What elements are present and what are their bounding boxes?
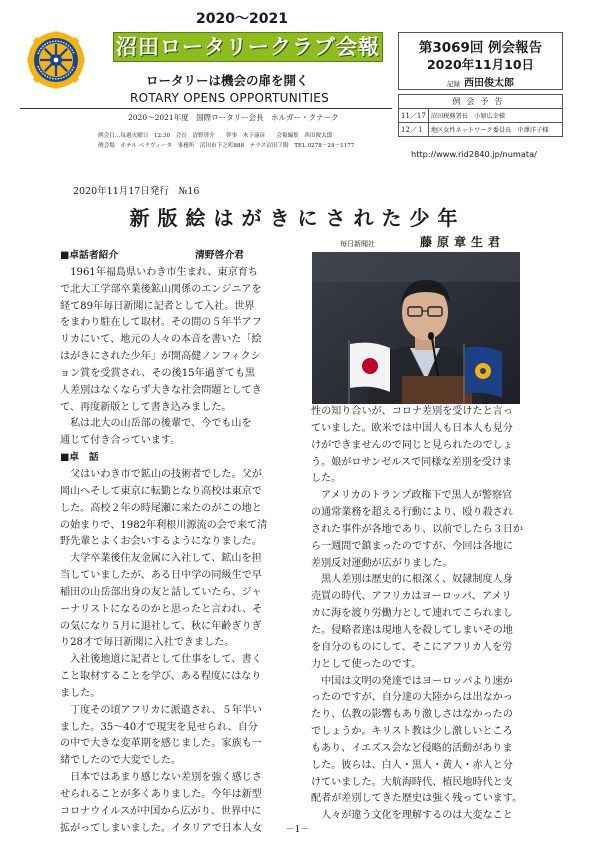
intro-heading: ■卓話者紹介 [60, 250, 119, 261]
text-line: 売買の時代、アフリカはヨーロッパ、アメリ [311, 591, 512, 603]
text-line: り28才で毎日新聞に入社できました。 [60, 637, 235, 649]
schedule-row [399, 109, 563, 123]
text-line: 岡山へそして東京に転勤となり高校は東京で [60, 485, 262, 497]
text-line: はがきにされた少年」が開高健ノンフィクシ [60, 351, 261, 363]
text-line: の始まりで、1982年利根川源流の会で来て清 [60, 519, 268, 531]
text-line: 力として使ったのです。 [311, 658, 422, 670]
text-line: 入社後地道に記者として仕事をして、書く [60, 654, 262, 666]
term-president-line: 2020～2021年度 国際ロータリー会長 ホルガー・クナーク [128, 113, 339, 122]
text-line: で北大工学部卒業後鉱山関係のエンジニアを [60, 283, 262, 295]
issue-number: №16 [178, 186, 200, 197]
text-line: こと取材することを学び、ある程度にはなり [60, 671, 262, 683]
text-line: けていました。大航海時代、植民地時代と支 [311, 776, 513, 788]
recorder-label: 記録 [447, 80, 460, 88]
text-line: ョン賞を受賞され、その後15年過ぎても黒 [60, 367, 256, 379]
issue-line [73, 183, 199, 197]
text-line: う。娘がロサンゼルスで同様な差別を受けま [311, 456, 513, 468]
text-line: 差別反対運動が広がりました。 [311, 557, 453, 569]
text-line: した。高校２年の時尾瀬に来たのがこの地と [60, 502, 262, 514]
text-line: コロナウイルスが中国から広がり、世界中に [60, 805, 262, 817]
schedule-row [399, 123, 563, 137]
text-line: 野先輩とよくお会いするようになりました。 [60, 536, 262, 548]
text-line: 拡がってしまいました。イタリアで日本人女 [60, 822, 263, 834]
talk-heading: ■卓 話 [60, 452, 99, 464]
text-line: した。 [311, 473, 342, 485]
text-line: て、再度新版として書き込みました。 [60, 401, 232, 413]
club-name-banner: 沼田ロータリークラブ会報 [113, 32, 383, 62]
text-line: 配者が差別してきた歴史は強く残っています。 [311, 793, 523, 805]
text-line: 中国は文明の発達ではヨーロッパより速か [311, 675, 513, 687]
text-line: 人差別はなくならず大きな社会問題としてき [60, 384, 262, 396]
text-line: 通じて付き合っています。 [60, 435, 181, 447]
text-line: 稲田の山岳部出身の友と話していたら、ジャ [60, 586, 262, 598]
text-line: もあり、イエズス会など侵略的活動がありま [311, 742, 513, 754]
report-date: 2020年11月10日 [426, 57, 535, 72]
text-line: 丁度その頃アフリカに派遣され、５年半い [60, 704, 262, 716]
text-line: した。彼らは、白人・黒人・黄人・赤人と分 [311, 759, 513, 771]
text-line: せられることが多くありました。今年は新型 [60, 789, 262, 800]
text-line: を自分のものにして、そこにアフリカ人を労 [311, 641, 513, 653]
text-line: リカにいて、地元の人々の本音を書いた「絵 [60, 334, 262, 346]
text-line: をまわり駐在して取材。その間の５年半アフ [60, 317, 262, 329]
recorder-name: 西田俊太郎 [464, 78, 514, 89]
meeting-schedule-table [398, 94, 563, 137]
issue-date: 2020年11月17日発行 [73, 186, 169, 197]
text-line: 1961年福島県いわき市生まれ、東京育ち [60, 266, 258, 278]
page-number: －1－ [285, 825, 310, 835]
text-line: 人々が違う文化を理解するのは大変なこと [311, 810, 513, 822]
text-line: アメリカのトランプ政権下で黒人が警察官 [311, 490, 513, 502]
text-line: 父はいわき市で鉱山の技術者でした。父が [60, 468, 262, 480]
text-line: ったのですが、自分達の大陸からは出なかっ [311, 692, 513, 704]
text-line: 私は北大の山岳部の後輩で、今でも山を [60, 418, 252, 430]
text-line: の中で大きな変革期を感じました。家族も一 [60, 738, 262, 750]
text-line: された事件が各地であり、以前でしたら３日か [311, 523, 523, 535]
text-line: でしょうか。キリスト教は少し激しいところ [311, 726, 513, 738]
article-left-column [60, 248, 304, 838]
speaker-photo [312, 252, 520, 404]
text-line: 性の知り合いが、コロナ差別を受けたと言っ [311, 406, 513, 417]
article-title: 新版絵はがきにされた少年 [129, 206, 466, 230]
motto-english: ROTARY OPENS OPPORTUNITIES [130, 91, 330, 105]
text-line: た。侵略者達は現地人を殺してしまいその地 [311, 624, 513, 636]
rotary-wheel-logo-icon [27, 31, 85, 89]
meeting-report-box [398, 32, 563, 90]
website-link[interactable]: http://www.rid2840.jp/numata/ [411, 149, 537, 159]
speaker-affiliation: 毎日新聞社 [340, 240, 375, 248]
text-line: たり、仏教の影響もあり激しさはなかったの [311, 709, 513, 721]
text-line: カに海を渡り労働力として連れてこられまし [311, 608, 513, 620]
schedule-content: 沼田税務署長 小原広幸様 [428, 109, 562, 123]
text-line: 日本ではあまり感じない差別を強く感じさ [60, 772, 262, 784]
text-line: ら一週間で鎮まったのですが、今回は各地に [311, 540, 513, 552]
intro-heading-line [60, 248, 304, 265]
text-line: 黒人差別は歴史的に根深く、奴隷制度人身 [311, 574, 513, 586]
text-line: 経て89年毎日新聞に記者として入社。世界 [60, 300, 255, 312]
year-range: 2020～2021 [196, 11, 288, 27]
report-recorder [399, 74, 562, 89]
introducer-name: 清野啓介君 [195, 250, 244, 261]
speaker-name: 藤原章生君 [420, 235, 506, 249]
meeting-info-line: 例会日…毎週火曜日 12:30 会長 清野啓介 幹事 木下康彦 会報編集 西田俊太郎 [98, 133, 333, 139]
text-line: ーナリストになるのかと思ったと言われ、そ [60, 603, 263, 615]
motto-japanese: ロータリーは機会の扉を開く [146, 73, 309, 88]
text-line: の気になり５月に退社して、秋に年齢ぎりぎ [60, 620, 262, 632]
schedule-date: 11／17 [399, 109, 429, 123]
text-line: ました。 [60, 687, 101, 699]
text-line: の通常業務を超える行動により、殴り殺され [311, 507, 513, 519]
text-line: ていました。欧米では中国人も日本人も見分 [311, 422, 513, 434]
text-line: けができませんので同じと見られたのでしょ [311, 439, 513, 451]
article-right-column [311, 404, 525, 825]
text-line: 当していましたが、ある日中学の同級生で早 [60, 570, 262, 582]
schedule-content: 地区女性ネットワーク委員長 中澤洋子様 [428, 123, 562, 137]
header-divider [20, 108, 392, 109]
venue-info-line: 例会場 ホテル ベラヴィータ 事務所 沼田市下之町888 テラス沼田７階 TEL 0278－24－1177 [98, 143, 355, 149]
schedule-date: 12／１ [399, 123, 429, 137]
schedule-heading: 例会予告 [399, 95, 563, 109]
text-line: 大学卒業後住友金属に入社して、鉱山を担 [60, 553, 262, 565]
text-line: ました。35～40才で現実を見せられ、自分 [60, 721, 258, 733]
text-line: 緒でしたので大変でした。 [60, 755, 182, 767]
report-title: 第3069回 例会報告 [418, 40, 543, 56]
